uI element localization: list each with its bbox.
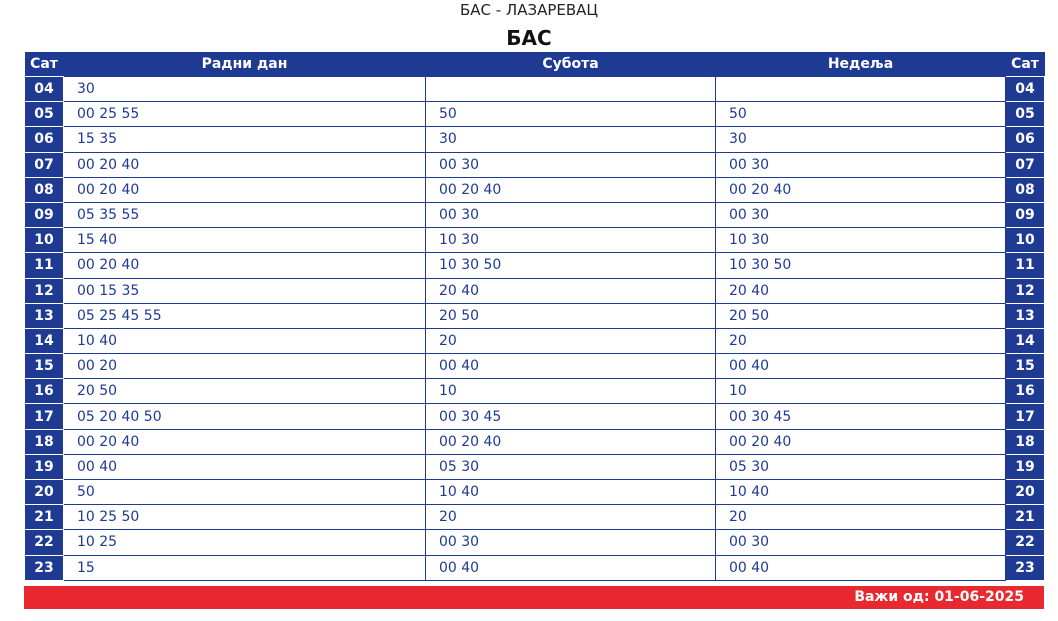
table-row	[25, 480, 1045, 505]
weekday-cell: 15 40	[64, 228, 426, 253]
hour-cell: 05	[25, 102, 64, 127]
sunday-cell: 20	[716, 505, 1006, 530]
hour-cell-right: 14	[1006, 328, 1045, 353]
hour-cell: 13	[25, 303, 64, 328]
hour-cell-right: 12	[1006, 278, 1045, 303]
saturday-cell: 00 30	[426, 530, 716, 555]
hour-cell: 21	[25, 505, 64, 530]
hour-cell-right: 17	[1006, 404, 1045, 429]
table-row	[25, 354, 1045, 379]
hour-cell: 08	[25, 177, 64, 202]
hour-cell: 09	[25, 202, 64, 227]
hour-cell-right: 10	[1006, 228, 1045, 253]
hour-cell-right: 05	[1006, 102, 1045, 127]
hour-cell-right: 21	[1006, 505, 1045, 530]
sunday-cell: 00 30	[716, 202, 1006, 227]
hour-cell: 07	[25, 152, 64, 177]
saturday-cell: 20 40	[426, 278, 716, 303]
hour-cell: 06	[25, 127, 64, 152]
hour-cell: 22	[25, 530, 64, 555]
sunday-cell: 20	[716, 328, 1006, 353]
hour-cell-right: 23	[1006, 555, 1045, 580]
table-row	[25, 127, 1045, 152]
table-row	[25, 278, 1045, 303]
weekday-cell: 00 15 35	[64, 278, 426, 303]
table-row	[25, 152, 1045, 177]
route-subtitle: БАС - ЛАЗАРЕВАЦ	[459, 1, 599, 19]
table-row	[25, 429, 1045, 454]
table-row	[25, 228, 1045, 253]
sunday-cell	[716, 77, 1006, 102]
table-row	[25, 77, 1045, 102]
hour-cell-right: 22	[1006, 530, 1045, 555]
timetable-body	[25, 77, 1045, 581]
hour-cell-right: 09	[1006, 202, 1045, 227]
hour-cell: 15	[25, 354, 64, 379]
saturday-cell: 00 30	[426, 152, 716, 177]
table-row	[25, 404, 1045, 429]
saturday-cell: 30	[426, 127, 716, 152]
page-title: БАС	[506, 26, 552, 50]
saturday-cell: 10 30	[426, 228, 716, 253]
saturday-cell: 20	[426, 505, 716, 530]
column-header-sunday: Недеља	[716, 52, 1006, 77]
hour-cell: 11	[25, 253, 64, 278]
hour-cell: 23	[25, 555, 64, 580]
sunday-cell: 20 50	[716, 303, 1006, 328]
hour-cell: 10	[25, 228, 64, 253]
sunday-cell: 20 40	[716, 278, 1006, 303]
hour-cell: 19	[25, 454, 64, 479]
saturday-cell: 00 30	[426, 202, 716, 227]
valid-from-banner: Важи од: 01-06-2025	[24, 586, 1044, 609]
hour-cell-right: 07	[1006, 152, 1045, 177]
weekday-cell: 20 50	[64, 379, 426, 404]
sunday-cell: 30	[716, 127, 1006, 152]
table-row	[25, 202, 1045, 227]
column-header-hour-right: Сат	[1006, 52, 1045, 77]
weekday-cell: 00 25 55	[64, 102, 426, 127]
timetable-header-row	[25, 52, 1045, 77]
hour-cell: 18	[25, 429, 64, 454]
column-header-saturday: Субота	[426, 52, 716, 77]
hour-cell-right: 13	[1006, 303, 1045, 328]
weekday-cell: 00 20 40	[64, 177, 426, 202]
table-row	[25, 530, 1045, 555]
weekday-cell: 10 25	[64, 530, 426, 555]
table-row	[25, 303, 1045, 328]
sunday-cell: 00 40	[716, 555, 1006, 580]
saturday-cell: 20 50	[426, 303, 716, 328]
saturday-cell: 10 40	[426, 480, 716, 505]
table-row	[25, 555, 1045, 580]
saturday-cell: 00 40	[426, 555, 716, 580]
hour-cell: 04	[25, 77, 64, 102]
weekday-cell: 00 20	[64, 354, 426, 379]
weekday-cell: 05 35 55	[64, 202, 426, 227]
table-row	[25, 379, 1045, 404]
weekday-cell: 00 20 40	[64, 253, 426, 278]
weekday-cell: 00 40	[64, 454, 426, 479]
timetable	[24, 52, 1045, 581]
saturday-cell: 00 40	[426, 354, 716, 379]
sunday-cell: 00 30 45	[716, 404, 1006, 429]
sunday-cell: 00 30	[716, 530, 1006, 555]
table-row	[25, 454, 1045, 479]
hour-cell: 20	[25, 480, 64, 505]
weekday-cell: 15	[64, 555, 426, 580]
saturday-cell: 00 20 40	[426, 177, 716, 202]
column-header-weekday: Радни дан	[64, 52, 426, 77]
table-row	[25, 253, 1045, 278]
sunday-cell: 50	[716, 102, 1006, 127]
sunday-cell: 00 30	[716, 152, 1006, 177]
sunday-cell: 10 30 50	[716, 253, 1006, 278]
hour-cell: 12	[25, 278, 64, 303]
saturday-cell: 00 30 45	[426, 404, 716, 429]
table-row	[25, 102, 1045, 127]
hour-cell-right: 19	[1006, 454, 1045, 479]
sunday-cell: 05 30	[716, 454, 1006, 479]
sunday-cell: 10	[716, 379, 1006, 404]
weekday-cell: 10 25 50	[64, 505, 426, 530]
weekday-cell: 50	[64, 480, 426, 505]
hour-cell-right: 16	[1006, 379, 1045, 404]
weekday-cell: 10 40	[64, 328, 426, 353]
sunday-cell: 00 40	[716, 354, 1006, 379]
saturday-cell: 20	[426, 328, 716, 353]
hour-cell: 14	[25, 328, 64, 353]
saturday-cell: 05 30	[426, 454, 716, 479]
weekday-cell: 15 35	[64, 127, 426, 152]
hour-cell-right: 08	[1006, 177, 1045, 202]
sunday-cell: 00 20 40	[716, 429, 1006, 454]
sunday-cell: 10 30	[716, 228, 1006, 253]
table-row	[25, 328, 1045, 353]
table-row	[25, 505, 1045, 530]
weekday-cell: 05 20 40 50	[64, 404, 426, 429]
saturday-cell: 10	[426, 379, 716, 404]
hour-cell-right: 11	[1006, 253, 1045, 278]
hour-cell: 17	[25, 404, 64, 429]
hour-cell-right: 06	[1006, 127, 1045, 152]
sunday-cell: 10 40	[716, 480, 1006, 505]
column-header-hour: Сат	[25, 52, 64, 77]
weekday-cell: 00 20 40	[64, 152, 426, 177]
weekday-cell: 00 20 40	[64, 429, 426, 454]
table-row	[25, 177, 1045, 202]
hour-cell-right: 20	[1006, 480, 1045, 505]
hour-cell-right: 04	[1006, 77, 1045, 102]
hour-cell: 16	[25, 379, 64, 404]
sunday-cell: 00 20 40	[716, 177, 1006, 202]
hour-cell-right: 15	[1006, 354, 1045, 379]
saturday-cell: 50	[426, 102, 716, 127]
hour-cell-right: 18	[1006, 429, 1045, 454]
saturday-cell	[426, 77, 716, 102]
saturday-cell: 00 20 40	[426, 429, 716, 454]
weekday-cell: 30	[64, 77, 426, 102]
saturday-cell: 10 30 50	[426, 253, 716, 278]
weekday-cell: 05 25 45 55	[64, 303, 426, 328]
